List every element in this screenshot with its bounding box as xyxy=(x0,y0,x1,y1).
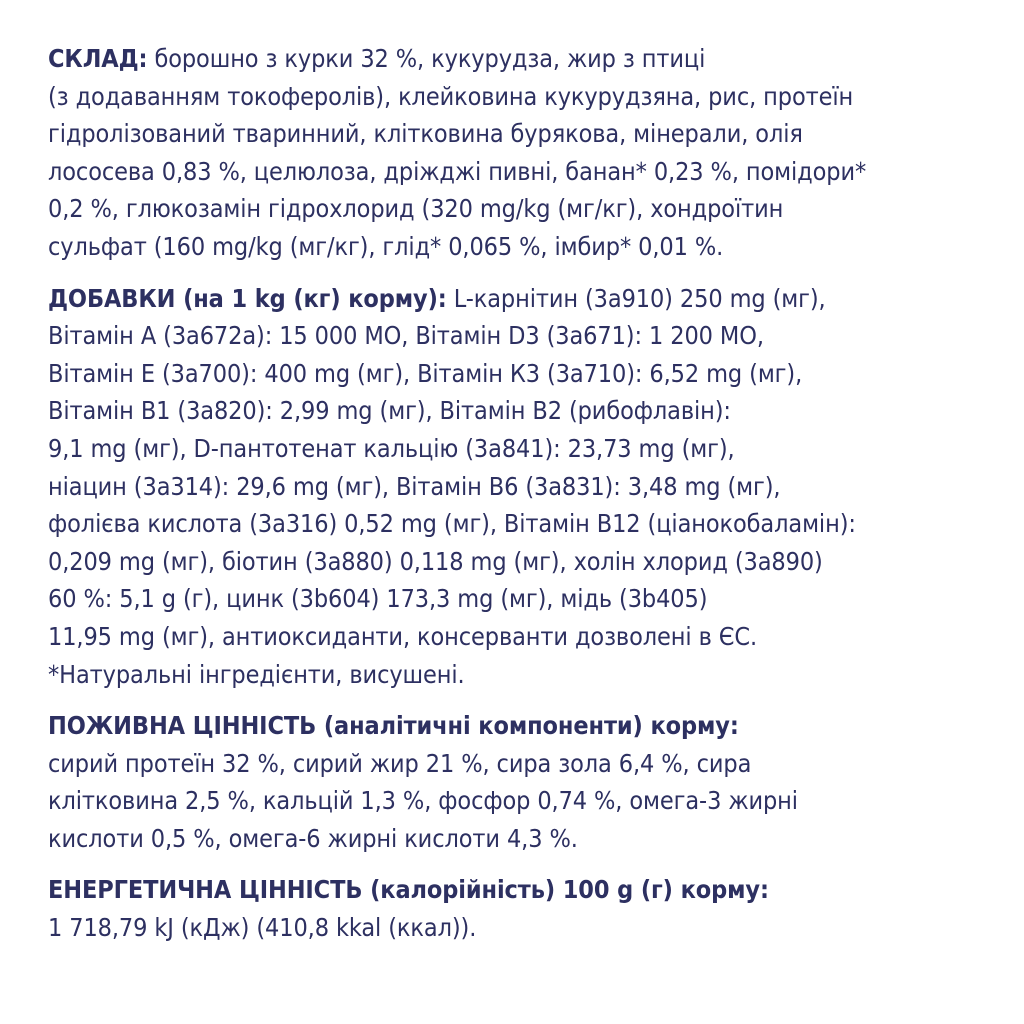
composition-line: сульфат (160 mg/kg (мг/кг), глід* 0,065 %, імбир* 0,01 %. xyxy=(48,231,724,261)
additives-line: ніацин (3а314): 29,6 mg (мг), Вітамін В6 (3а831): 3,48 mg (мг), xyxy=(48,471,781,501)
composition-line-1 xyxy=(48,40,988,78)
composition-text: борошно з курки 32 %, кукурудза, жир з птиці xyxy=(147,44,706,73)
additives-line: 60 %: 5,1 g (г), цинк (3b604) 173,3 mg (мг), мідь (3b405) xyxy=(48,584,708,614)
additives-line: 0,209 mg (мг), біотин (3а880) 0,118 mg (мг), холін хлорид (3а890) xyxy=(48,546,823,576)
additives-line: Вітамін В1 (3а820): 2,99 mg (мг), Вітамін В2 (рибофлавін): xyxy=(48,396,731,426)
additives-line: фолієва кислота (3а316) 0,52 mg (мг), Вітамін В12 (ціанокобаламін): xyxy=(48,509,856,539)
natural-ingredients-note: *Натуральні інгредієнти, висушені. xyxy=(48,659,465,689)
nutrition-line: кислоти 0,5 %, омега-6 жирні кислоти 4,3 %. xyxy=(48,823,578,853)
energy-heading: ЕНЕРГЕТИЧНА ЦІННІСТЬ (калорійність) 100 g (г) корму: xyxy=(48,875,769,905)
composition-line: гідролізований тваринний, клітковина бурякова, мінерали, олія xyxy=(48,119,803,149)
composition-line: 0,2 %, глюкозамін гідрохлорид (320 mg/kg (мг/кг), хондроїтин xyxy=(48,194,784,224)
additives-line: Вітамін E (3а700): 400 mg (мг), Вітамін К3 (3а710): 6,52 mg (мг), xyxy=(48,358,803,388)
additives-line-1 xyxy=(48,280,988,318)
label-text-block xyxy=(48,40,988,961)
composition-line: (з додаванням токоферолів), клейковина кукурудзяна, рис, протеїн xyxy=(48,81,854,111)
additives-section xyxy=(48,280,988,694)
nutrition-section xyxy=(48,707,988,857)
composition-section xyxy=(48,40,988,266)
additives-line: 11,95 mg (мг), антиоксиданти, консерванти дозволені в ЄС. xyxy=(48,621,758,651)
additives-heading: ДОБАВКИ (на 1 kg (кг) корму): xyxy=(48,283,447,313)
energy-value: 1 718,79 kJ (кДж) (410,8 kkal (ккал)). xyxy=(48,913,477,943)
nutrition-heading: ПОЖИВНА ЦІННІСТЬ (аналітичні компоненти) корму: xyxy=(48,711,739,741)
nutrition-line: клітковина 2,5 %, кальцій 1,3 %, фосфор 0,74 %, омега-3 жирні xyxy=(48,786,798,816)
composition-line: лососева 0,83 %, целюлоза, дріжджі пивні, банан* 0,23 %, помідори* xyxy=(48,156,867,186)
composition-heading: СКЛАД: xyxy=(48,44,148,73)
energy-section xyxy=(48,871,988,946)
additives-line: 9,1 mg (мг), D-пантотенат кальцію (3а841): 23,73 mg (мг), xyxy=(48,433,735,463)
nutrition-line: сирий протеїн 32 %, сирий жир 21 %, сира зола 6,4 %, сира xyxy=(48,748,752,778)
additives-text: L-карнітин (3а910) 250 mg (мг), xyxy=(446,283,826,313)
additives-line: Вітамін A (3а672а): 15 000 МО, Вітамін D3 (3а671): 1 200 МО, xyxy=(48,321,764,351)
